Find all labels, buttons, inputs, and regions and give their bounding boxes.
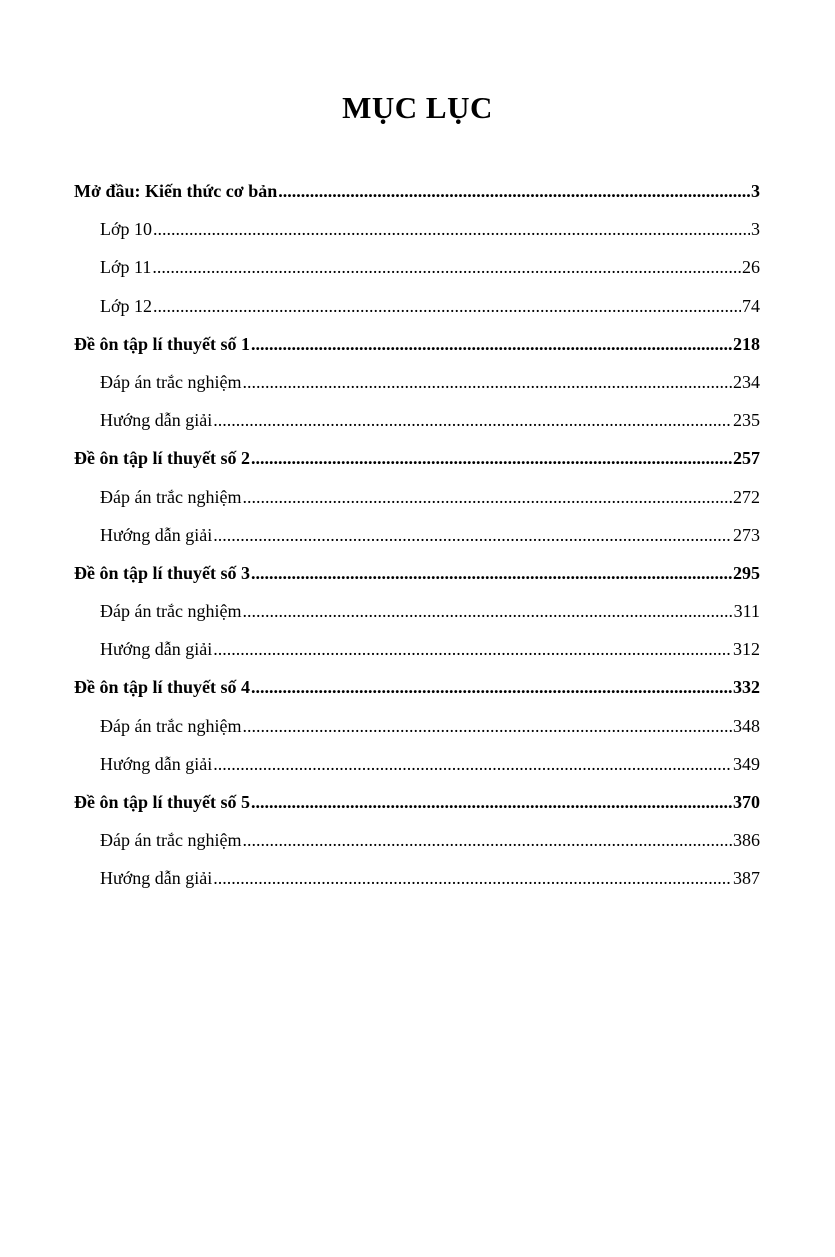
toc-entry[interactable]: [74, 749, 760, 787]
toc-entry-page: 218: [733, 333, 760, 354]
toc-entry-label: Hướng dẫn giải: [100, 753, 213, 774]
toc-entry-label: Lớp 10: [100, 219, 153, 240]
toc-entry[interactable]: [74, 252, 760, 290]
toc-entry-label: Đề ôn tập lí thuyết số 1: [74, 333, 251, 354]
toc-entry-label: Hướng dẫn giải: [100, 410, 213, 431]
toc-entry-label: Đề ôn tập lí thuyết số 3: [74, 562, 251, 583]
toc-leader-dots: [152, 252, 741, 282]
toc-leader-dots: [251, 672, 732, 702]
toc-entry-label: Đáp án trắc nghiệm: [100, 371, 242, 392]
toc-leader-dots: [251, 558, 732, 588]
toc-leader-dots: [153, 291, 741, 321]
toc-entry-page: 235: [733, 410, 760, 431]
toc-entry[interactable]: [74, 672, 760, 710]
toc-entry-label: Mở đầu: Kiến thức cơ bản: [74, 181, 278, 201]
toc-entry[interactable]: [74, 825, 760, 863]
toc-entry-page: 3: [751, 219, 760, 240]
toc-entry-page: 348: [733, 715, 760, 736]
toc-entry[interactable]: [74, 482, 760, 520]
toc-entry[interactable]: [74, 405, 760, 443]
toc-entry-page: 74: [742, 295, 760, 316]
toc-leader-dots: [213, 863, 732, 893]
toc-entry-page: 387: [733, 868, 760, 889]
toc-entry-label: Hướng dẫn giải: [100, 639, 213, 660]
toc-leader-dots: [242, 482, 732, 512]
toc-leader-dots: [251, 443, 732, 473]
toc-entry[interactable]: [74, 176, 760, 214]
toc-entry-page: 386: [733, 830, 760, 851]
toc-leader-dots: [153, 214, 750, 244]
toc-leader-dots: [213, 405, 732, 435]
toc-entry-page: 312: [733, 639, 760, 660]
toc-entry-label: Hướng dẫn giải: [100, 524, 213, 545]
toc-entry-label: Lớp 12: [100, 295, 153, 316]
toc-entry-label: Đề ôn tập lí thuyết số 5: [74, 792, 251, 812]
toc-entry-page: 370: [733, 792, 760, 812]
toc-entry-label: Đề ôn tập lí thuyết số 2: [74, 448, 251, 469]
toc-leader-dots: [213, 634, 732, 664]
toc-entry[interactable]: [74, 214, 760, 252]
toc-entry-page: 332: [733, 677, 760, 698]
toc-entry-label: Đề ôn tập lí thuyết số 4: [74, 677, 251, 698]
toc-entry-page: 257: [733, 448, 760, 469]
toc-leader-dots: [242, 711, 732, 741]
toc-entry-page: 234: [733, 371, 760, 392]
toc-entry[interactable]: [74, 520, 760, 558]
toc-entry-label: Lớp 11: [100, 257, 152, 278]
toc-leader-dots: [242, 825, 732, 855]
toc-leader-dots: [213, 749, 732, 779]
toc-entry-label: Đáp án trắc nghiệm: [100, 486, 242, 507]
page-title: MỤC LỤC: [342, 90, 493, 125]
toc-entry[interactable]: [74, 558, 760, 596]
toc-entry[interactable]: [74, 291, 760, 329]
toc-entry[interactable]: [74, 367, 760, 405]
toc-leader-dots: [242, 596, 732, 626]
toc-entry-page: 3: [751, 181, 760, 201]
toc-leader-dots: [251, 329, 732, 359]
toc-entry-page: 349: [733, 753, 760, 774]
toc-entry-page: 311: [733, 601, 760, 622]
toc-entry-label: Đáp án trắc nghiệm: [100, 601, 242, 622]
toc-entry-page: 272: [733, 486, 760, 507]
toc-entry[interactable]: [74, 634, 760, 672]
toc-entry[interactable]: [74, 329, 760, 367]
toc-entry-page: 26: [742, 257, 760, 278]
toc-entry-label: Hướng dẫn giải: [100, 868, 213, 889]
toc-entry-label: Đáp án trắc nghiệm: [100, 830, 242, 851]
toc-leader-dots: [278, 176, 750, 206]
toc-entry[interactable]: [74, 443, 760, 481]
toc-entry[interactable]: [74, 787, 760, 825]
toc-entry-page: 295: [733, 562, 760, 583]
toc-leader-dots: [242, 367, 732, 397]
toc-entry-page: 273: [733, 524, 760, 545]
table-of-contents: [74, 176, 760, 902]
toc-leader-dots: [251, 787, 732, 817]
toc-entry[interactable]: [74, 596, 760, 634]
toc-entry[interactable]: [74, 863, 760, 901]
toc-leader-dots: [213, 520, 732, 550]
toc-entry-label: Đáp án trắc nghiệm: [100, 715, 242, 736]
toc-entry[interactable]: [74, 711, 760, 749]
